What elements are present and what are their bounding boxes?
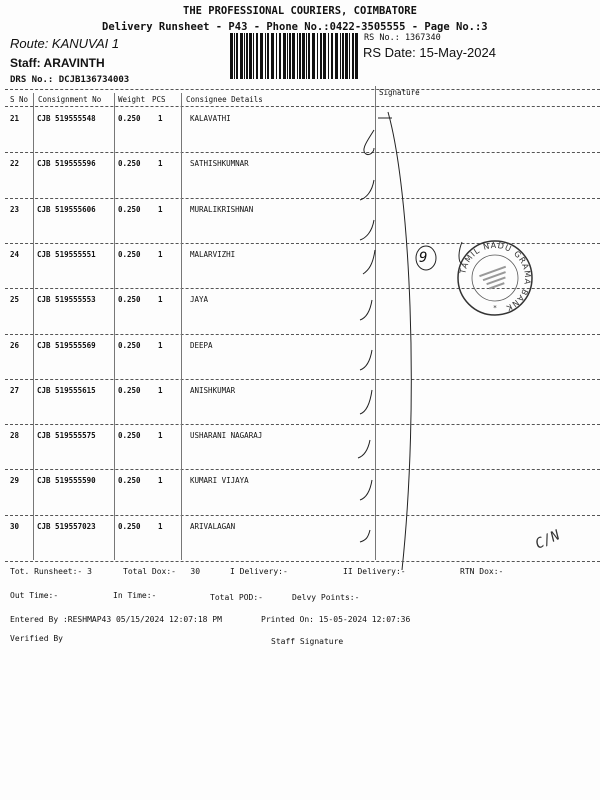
- barcode-bar: [240, 33, 243, 79]
- i-delivery: I Delivery:-: [230, 567, 288, 576]
- barcode-bar: [317, 33, 318, 79]
- cell-pcs: 1: [158, 295, 163, 305]
- cell-weight: 0.250: [118, 521, 141, 531]
- barcode-bar: [308, 33, 310, 79]
- cell-name: ANISHKUMAR: [190, 385, 236, 395]
- column-header-weight: Weight: [118, 95, 146, 104]
- barcode-bar: [323, 33, 326, 79]
- cell-name: JAYA: [190, 295, 209, 305]
- handwritten-marks: [330, 100, 570, 580]
- cell-cn: CJB 519555575: [37, 431, 96, 441]
- barcode-bar: [249, 33, 252, 79]
- cell-cn: CJB 519555615: [37, 385, 96, 395]
- barcode-bar: [283, 33, 286, 79]
- barcode-bar: [244, 33, 245, 79]
- barcode-bar: [331, 33, 333, 79]
- column-header-consignment-no: Consignment No: [38, 95, 102, 104]
- cell-weight: 0.250: [118, 204, 141, 214]
- cell-sno: 29: [10, 476, 20, 486]
- total-pod: Total POD:-: [210, 593, 263, 602]
- divider: [5, 89, 600, 90]
- tick-mark: [364, 130, 374, 155]
- cell-sno: 26: [10, 340, 20, 350]
- barcode-bar: [279, 33, 281, 79]
- barcode-bar: [292, 33, 295, 79]
- column-header-pcs: PCS: [152, 95, 166, 104]
- company-title: THE PROFESSIONAL COURIERS, COIMBATORE: [183, 5, 417, 17]
- runsheet-subtitle: Delivery Runsheet - P43 - Phone No.:0422-3505555 - Page No.:3: [102, 21, 488, 33]
- total-runsheet: Tot. Runsheet:- 3: [10, 567, 92, 576]
- svg-text:TAMIL NADU GRAMA BANK: TAMIL NADU GRAMA BANK: [458, 240, 533, 313]
- entered-by: Entered By :RESHMAP43 05/15/2024 12:07:18 PM: [10, 615, 222, 624]
- cell-name: USHARANI NAGARAJ: [190, 431, 263, 441]
- route-label: Route: KANUVAI 1: [10, 36, 120, 51]
- cell-name: KUMARI VIJAYA: [190, 476, 249, 486]
- barcode-bar: [340, 33, 341, 79]
- rs-date: RS Date: 15-May-2024: [363, 45, 496, 60]
- verified-by: Verified By: [10, 634, 63, 643]
- cell-weight: 0.250: [118, 249, 141, 259]
- staff-signature: Staff Signature: [271, 637, 344, 646]
- barcode-bar: [299, 33, 301, 79]
- cell-cn: CJB 519555553: [37, 295, 96, 305]
- barcode-bar: [246, 33, 248, 79]
- barcode-bar: [256, 33, 258, 79]
- cell-cn: CJB 519555548: [37, 114, 96, 123]
- cell-sno: 23: [10, 204, 20, 214]
- cell-weight: 0.250: [118, 431, 141, 441]
- cell-cn: CJB 519555596: [37, 159, 96, 169]
- barcode-bar: [289, 33, 291, 79]
- barcode-bar: [328, 33, 329, 79]
- cell-name: SATHISHKUMNAR: [190, 159, 249, 169]
- cell-sno: 27: [10, 385, 20, 395]
- barcode-bar: [352, 33, 354, 79]
- divider: [5, 561, 600, 562]
- cell-sno: 21: [10, 114, 20, 123]
- total-dox: Total Dox:- 30: [123, 567, 201, 576]
- barcode-bar: [302, 33, 305, 79]
- cell-pcs: 1: [158, 385, 163, 395]
- barcode-bar: [349, 33, 350, 79]
- cell-pcs: 1: [158, 159, 163, 169]
- barcode-bar: [236, 33, 238, 79]
- in-time: In Time:-: [113, 591, 157, 600]
- barcode-bar: [260, 33, 263, 79]
- cell-pcs: 1: [158, 340, 163, 350]
- column-header-consignee-details: Consignee Details: [186, 95, 263, 104]
- cell-pcs: 1: [158, 114, 163, 123]
- barcode-bar: [267, 33, 269, 79]
- cell-weight: 0.250: [118, 476, 141, 486]
- cell-name: MALARVIZHI: [190, 249, 236, 259]
- cell-cn: CJB 519555590: [37, 476, 96, 486]
- signature-bracket-line: [388, 112, 411, 570]
- barcode-bar: [320, 33, 322, 79]
- cell-pcs: 1: [158, 476, 163, 486]
- column-header-signature: Signature: [379, 88, 420, 97]
- printed-on: Printed On: 15-05-2024 12:07:36: [261, 615, 411, 624]
- cell-name: MURALIKRISHNAN: [190, 204, 254, 214]
- barcode-bar: [271, 33, 274, 79]
- cell-cn: CJB 519555569: [37, 340, 96, 350]
- barcode-bar: [355, 33, 358, 79]
- cell-sno: 22: [10, 159, 20, 169]
- drs-number: DRS No.: DCJB136734003: [10, 75, 130, 85]
- delivery-points: Delvy Points:-: [292, 593, 360, 602]
- barcode: [230, 33, 358, 79]
- handwritten-note: C/N: [532, 527, 563, 553]
- barcode-bar: [276, 33, 277, 79]
- cell-weight: 0.250: [118, 340, 141, 350]
- cell-weight: 0.250: [118, 159, 141, 169]
- cell-cn: CJB 519555606: [37, 204, 96, 214]
- cell-name: KALAVATHI: [190, 114, 231, 123]
- cell-weight: 0.250: [118, 385, 141, 395]
- cell-pcs: 1: [158, 249, 163, 259]
- barcode-bar: [345, 33, 348, 79]
- cell-name: ARIVALAGAN: [190, 521, 236, 531]
- bank-stamp: [455, 238, 535, 318]
- barcode-bar: [297, 33, 298, 79]
- cell-cn: CJB 519555551: [37, 249, 96, 259]
- cell-sno: 30: [10, 521, 20, 531]
- rs-number: RS No.: 1367340: [364, 33, 441, 43]
- cell-pcs: 1: [158, 204, 163, 214]
- barcode-bar: [342, 33, 344, 79]
- staff-label: Staff: ARAVINTH: [10, 56, 105, 70]
- barcode-bar: [230, 33, 233, 79]
- cell-sno: 25: [10, 295, 20, 305]
- barcode-bar: [265, 33, 266, 79]
- rtn-dox: RTN Dox:-: [460, 567, 504, 576]
- cell-sno: 24: [10, 249, 20, 259]
- circled-number: 9: [419, 250, 428, 266]
- cell-cn: CJB 519557023: [37, 521, 96, 531]
- cell-weight: 0.250: [118, 295, 141, 305]
- cell-name: DEEPA: [190, 340, 213, 350]
- svg-text:*: *: [492, 304, 498, 312]
- barcode-bar: [335, 33, 338, 79]
- out-time: Out Time:-: [10, 591, 59, 600]
- cell-sno: 28: [10, 431, 20, 441]
- column-divider: [181, 93, 182, 560]
- barcode-bar: [312, 33, 315, 79]
- barcode-bar: [234, 33, 235, 79]
- column-divider: [114, 93, 115, 560]
- cell-pcs: 1: [158, 431, 163, 441]
- column-header-sno: S No: [10, 95, 29, 104]
- cell-pcs: 1: [158, 521, 163, 531]
- ii-delivery: II Delivery:-: [343, 567, 406, 576]
- barcode-bar: [287, 33, 288, 79]
- barcode-bar: [306, 33, 307, 79]
- column-divider: [33, 93, 34, 560]
- cell-weight: 0.250: [118, 114, 141, 123]
- barcode-bar: [253, 33, 254, 79]
